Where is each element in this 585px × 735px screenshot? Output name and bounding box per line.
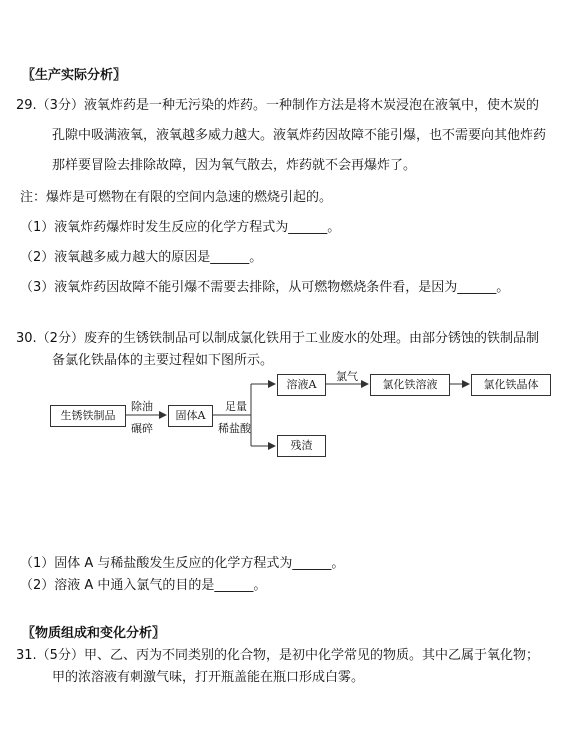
box-solution-a: 溶液A bbox=[277, 374, 326, 396]
q29-sub3: （3）液氧炸药因故障不能引爆不需要去排除，从可燃物燃烧条件看，是因为______。 bbox=[20, 280, 510, 295]
q29-stem-line3: 那样要冒险去排除故障，因为氧气散去，炸药就不会再爆炸了。 bbox=[52, 158, 417, 173]
q29-sub2: （2）液氧越多威力越大的原因是______。 bbox=[20, 250, 263, 265]
q31-stem-line2: 甲的浓溶液有刺激气味，打开瓶盖能在瓶口形成白雾。 bbox=[52, 670, 365, 685]
q30-sub1: （1）固体 A 与稀盐酸发生反应的化学方程式为______。 bbox=[20, 556, 345, 571]
box-ferric-chloride-crystal: 氯化铁晶体 bbox=[471, 374, 551, 396]
section-heading-composition: 〖物质组成和变化分析〗 bbox=[22, 626, 166, 641]
box-rusty-iron-product: 生锈铁制品 bbox=[50, 405, 126, 427]
q29-stem-line2: 孔隙中吸满液氧，液氧越多威力越大。液氧炸药因故障不能引爆，也不需要向其他炸药 bbox=[52, 128, 547, 143]
label-step2-dilute-hcl: 稀盐酸 bbox=[218, 422, 251, 435]
section-heading-production: 〖生产实际分析〗 bbox=[22, 68, 127, 83]
q29-sub1: （1）液氧炸药爆炸时发生反应的化学方程式为______。 bbox=[20, 220, 341, 235]
label-step2-excess: 足量 bbox=[225, 400, 247, 413]
box-ferric-chloride-solution: 氯化铁溶液 bbox=[370, 374, 450, 396]
box-residue: 残渣 bbox=[277, 435, 326, 457]
label-step1-degrease: 除油 bbox=[131, 400, 153, 413]
q30-stem-line1: 30.（2分）废弃的生锈铁制品可以制成氯化铁用于工业废水的处理。由部分锈蚀的铁制品制 bbox=[16, 331, 539, 346]
q31-stem-line1: 31.（5分）甲、乙、丙为不同类别的化合物，是初中化学常见的物质。其中乙属于氧化物； bbox=[16, 648, 539, 663]
q29-stem-line1: 29.（3分）液氧炸药是一种无污染的炸药。一种制作方法是将木炭浸泡在液氧中，使木炭的 bbox=[16, 98, 539, 113]
q30-sub2: （2）溶液 A 中通入氯气的目的是______。 bbox=[20, 578, 267, 593]
label-step1-crush: 碾碎 bbox=[131, 422, 153, 435]
box-solid-a: 固体A bbox=[168, 405, 213, 427]
label-chlorine: 氯气 bbox=[336, 370, 358, 383]
q29-note: 注：爆炸是可燃物在有限的空间内急速的燃烧引起的。 bbox=[20, 190, 333, 205]
q30-stem-line2: 备氯化铁晶体的主要过程如下图所示。 bbox=[52, 353, 274, 368]
